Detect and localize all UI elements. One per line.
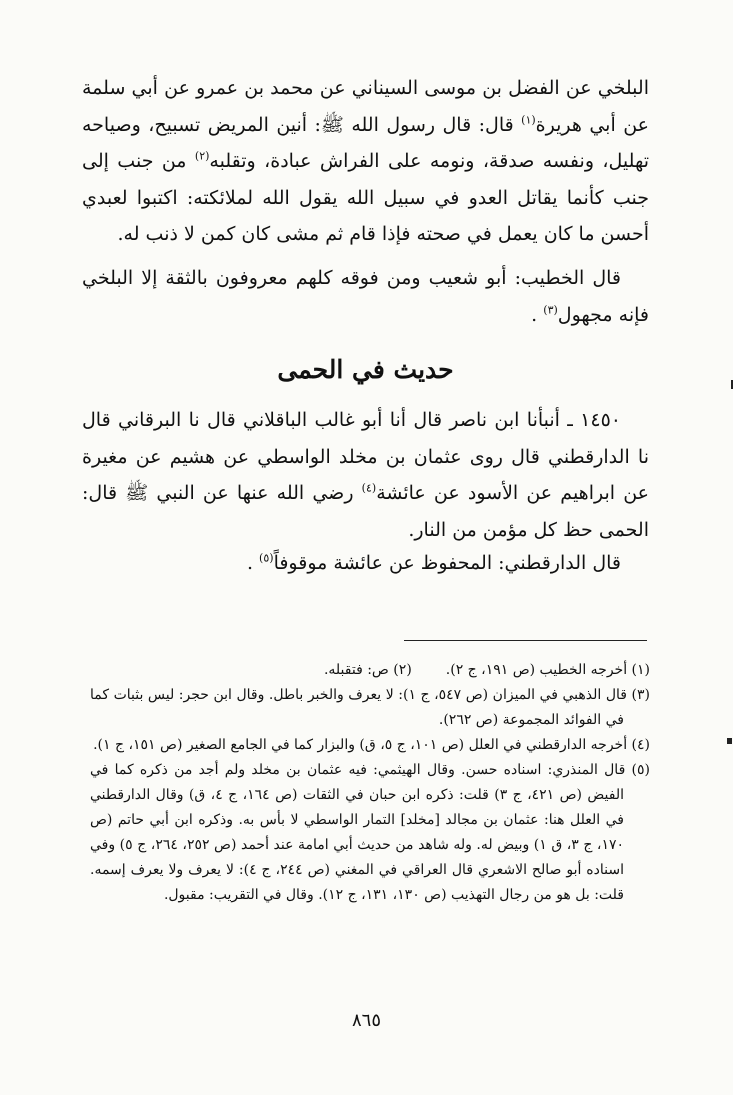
footnote-ref-2: (٢) (194, 149, 210, 163)
footnotes (90, 658, 650, 908)
paragraph-text: قال الدارقطني: المحفوظ عن عائشة موقوفاً (273, 552, 621, 574)
footnote-ref-1: (١) (521, 113, 536, 127)
footnote-1: (١) أخرجه الخطيب (ص ١٩١، ج ٢). (445, 662, 650, 678)
paragraph-text: رضي الله عنها عن النبي ﷺ قال: الحمى حظ كل مؤمن من النار. (82, 482, 649, 541)
paragraph-hadith-fever (82, 402, 649, 548)
paragraph-text: قال الخطيب: أبو شعيب ومن فوقه كلهم معروفون بالثقة إلا البلخي فإنه مجهول (82, 267, 649, 326)
paragraph-daraqutni-comment (82, 545, 649, 582)
footnote-ref-5: (٥) (259, 551, 274, 565)
paragraph-hadith-sick (82, 70, 649, 253)
paragraph-text: من جنب إلى جنب كأنما يقاتل العدو في سبيل الله يقول الله لملائكته: اكتبوا لعبدي أحسن ما كان يعمل في صحته فإذا قام ثم مشى كان كمن لا ذنب له. (82, 150, 649, 246)
paragraph-khatib-comment (82, 260, 649, 333)
footnote-4: (٤) أخرجه الدارقطني في العلل (ص ١٠١، ج ٥، ق) والبزار كما في الجامع الصغير (ص ١٥١، ج ١). (93, 737, 650, 753)
punctuation: . (246, 552, 260, 574)
paragraph-text: ١٤٥٠ ـ أنبأنا ابن ناصر قال أنا أبو غالب الباقلاني قال نا البرقاني قال نا الدارقطني قال روى عثمان بن مخلد الواسطي عن هشيم عن مغيرة عن ابراهيم عن الأسود عن عائشة (82, 409, 649, 505)
footnote-ref-4: (٤) (361, 481, 377, 495)
footnote-separator (404, 640, 647, 641)
section-heading: حديث في الحمى (277, 355, 454, 384)
punctuation: . (531, 303, 544, 326)
footnote-row-1-2 (90, 658, 650, 683)
footnote-3: (٣) قال الذهبي في الميزان (ص ٥٤٧، ج ١): لا يعرف والخبر باطل. وقال ابن حجر: ليس بثبات كما في الفوائد المجموعة (ص ٢٦٢). (90, 687, 650, 728)
paragraph-text: البلخي عن الفضل بن موسى السيناني عن محمد بن عمرو عن أبي سلمة عن أبي هريرة (82, 77, 650, 136)
scan-mark (727, 738, 732, 744)
page-number: ٨٦٥ (351, 1010, 381, 1031)
paragraph-text: قال: قال رسول الله ﷺ: أنين المريض تسبيح، وصياحه تهليل، ونفسه صدقة، ونومه على الفراش عبادة، وتقلبه (82, 113, 649, 173)
footnote-ref-3: (٣) (543, 303, 558, 317)
footnote-5: (٥) قال المنذري: اسناده حسن. وقال الهيثمي: فيه عثمان بن مخلد ولم أجد من ذكره كما في الفيض (ص ٤٢١، ج ٣) قلت: ذكره ابن حبان في الثقات (ص ١٦٤، ج ٤، ق) وقال الدارقطني في العلل هنا: عثمان بن مجالد [مخلد] التمار الواسطي لا بأس به. وذكره ابن أبي حاتم (ص ١٧٠، ج ٣، ق ١) وبيض له. وله شاهد من حديث أبي امامة عند أحمد (ص ٢٥٢، ٢٦٤، ج ٥) وفي اسناده أبو صالح الاشعري قال العراقي في المغني (ص ٢٤٤، ج ٤): لا يعرف ولا يعرف إسمه. قلت: بل هو من رجال التهذيب (ص ١٣٠، ١٣١، ج ١٢). وقال في التقريب: مقبول. (90, 762, 650, 903)
footnote-2: (٢) ص: فتقبله. (323, 662, 412, 678)
